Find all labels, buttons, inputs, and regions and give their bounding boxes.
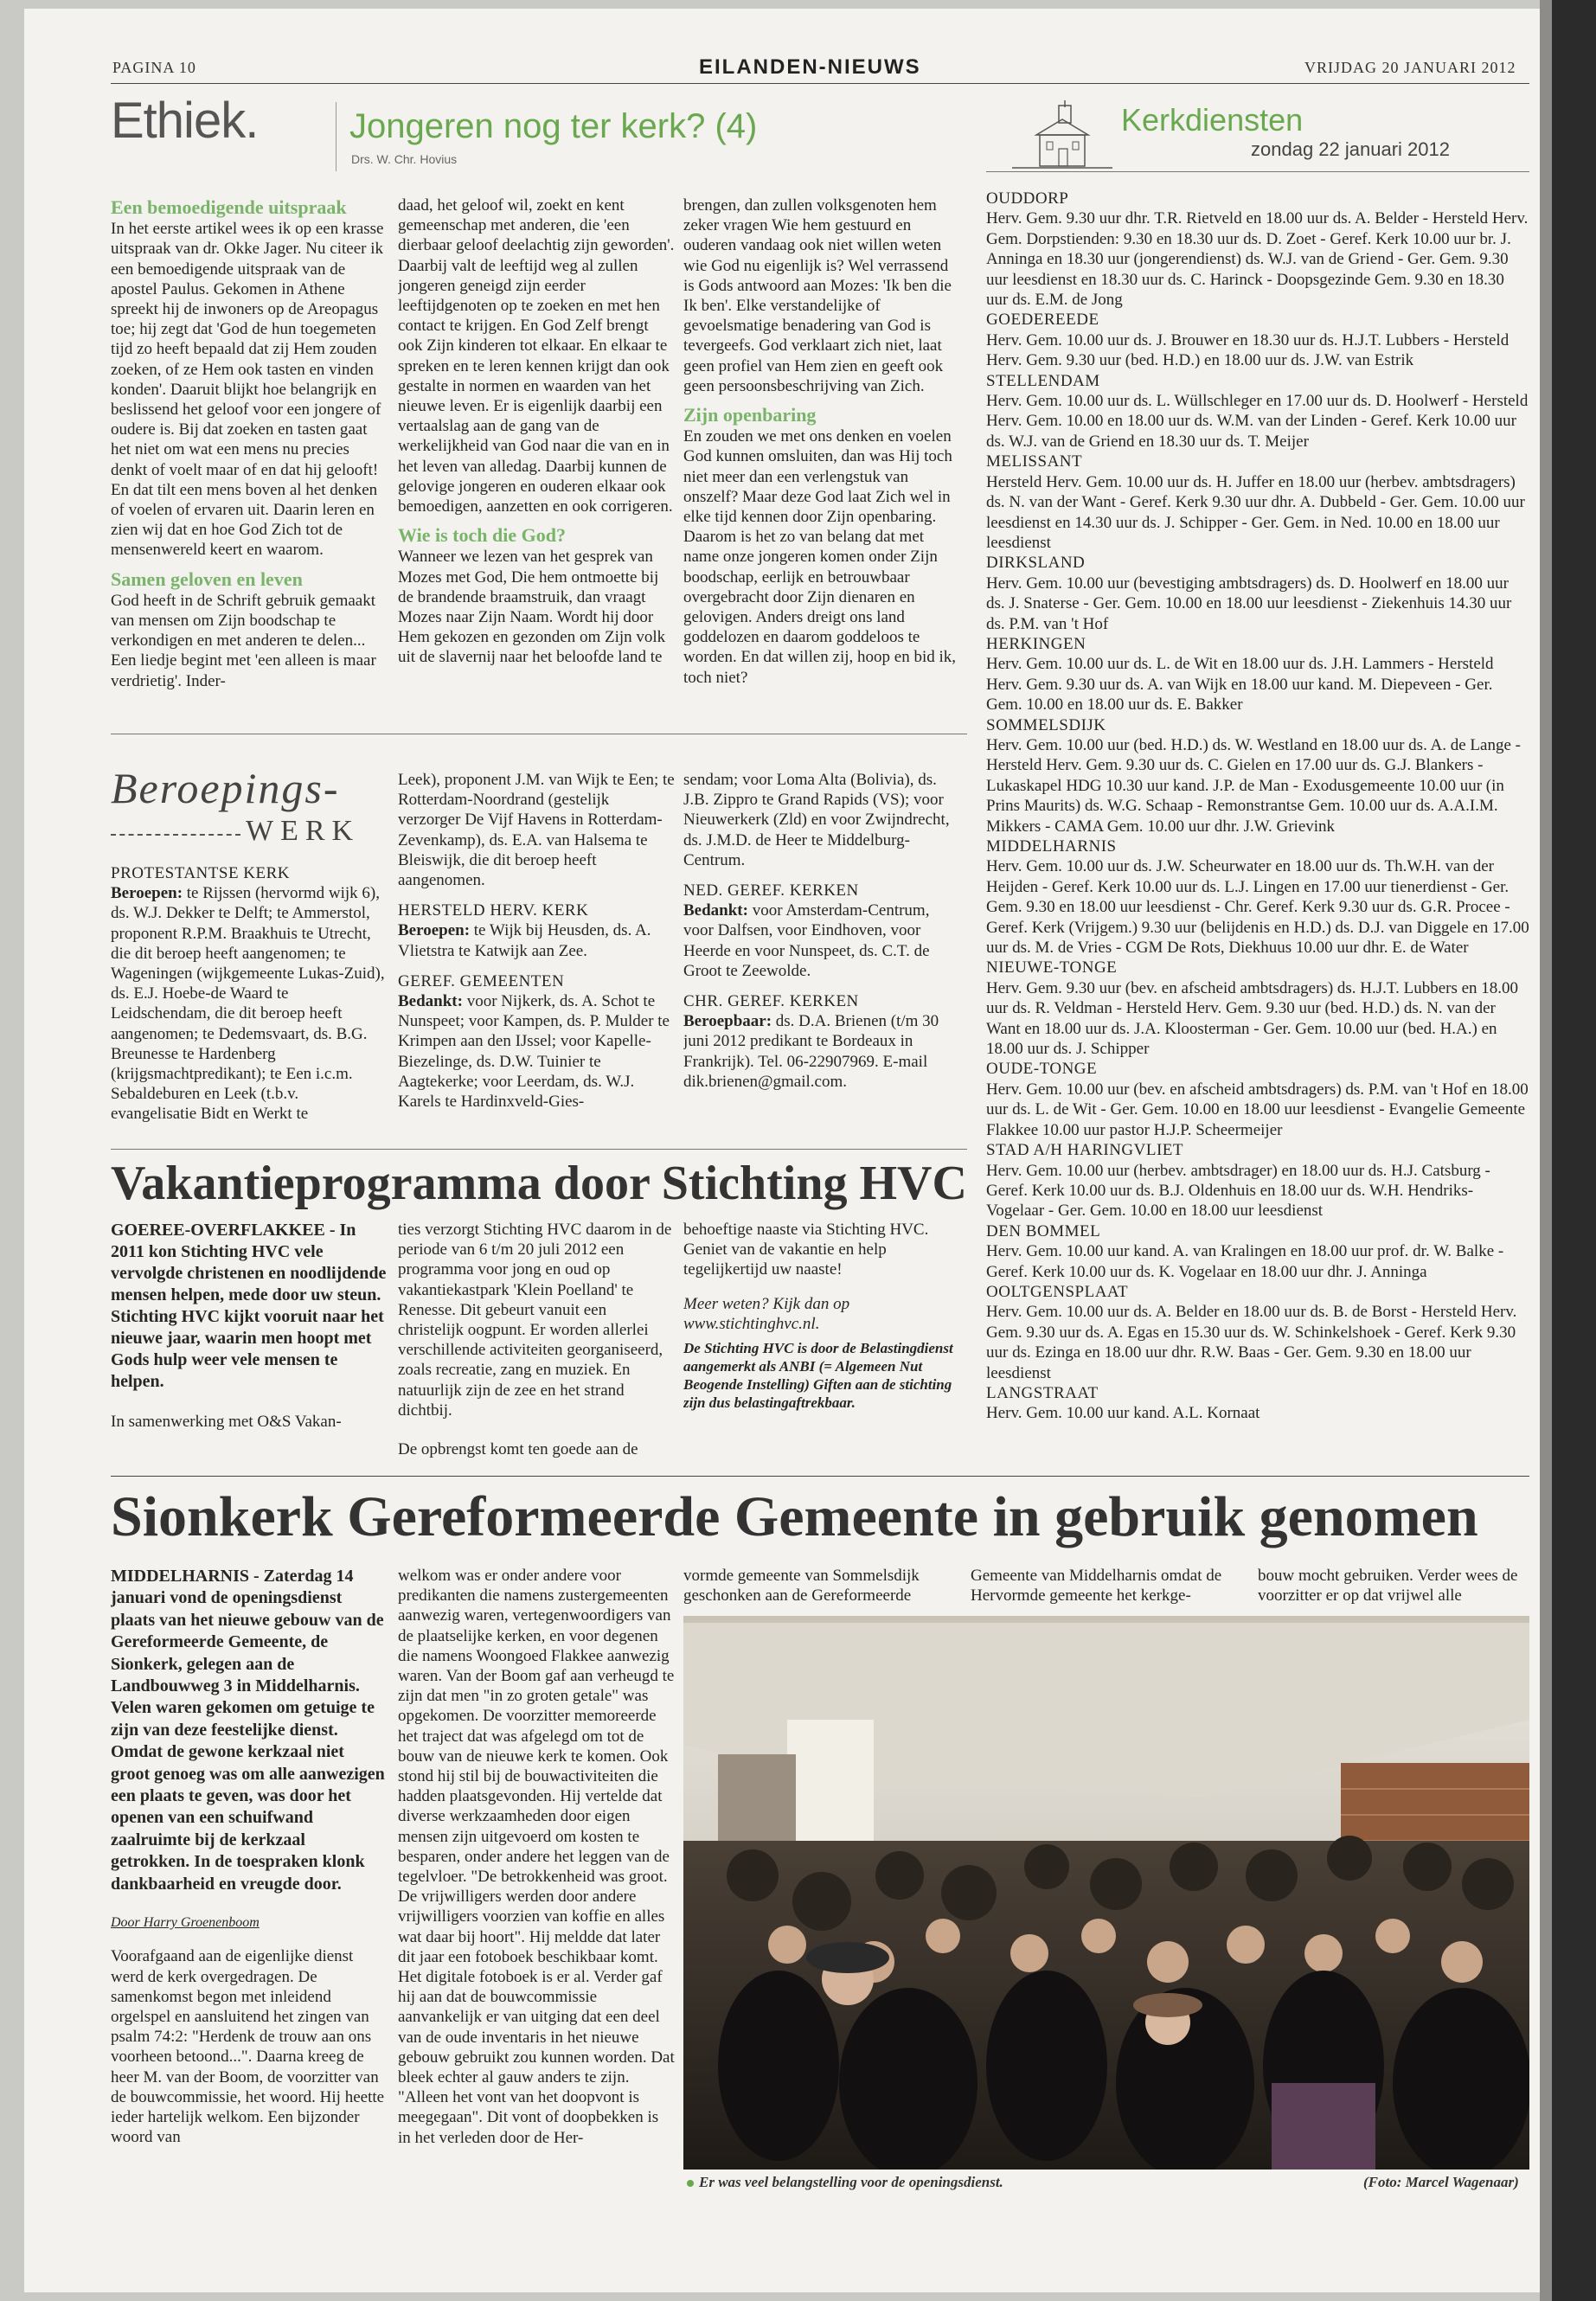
sionkerk-headline: Sionkerk Gereformeerde Gemeente in gebruik genomen (111, 1485, 1478, 1548)
kerk-services: Herv. Gem. 10.00 uur (bev. en afscheid ambtsdragers) ds. P.M. van 't Hof en 18.00 uur ds. L. de Wit - Ger. Gem. 10.00 en 18.00 uur leesdienst - Evangelie Gemeente Flakkee 10.00 uur pastor H.J.P. Scheermeijer (986, 1080, 1529, 1139)
hvc-c2-body: ties verzorgt Stichting HVC daarom in de periode van 6 t/m 20 juli 2012 een programma voor jong en oud op vakantiekastpark 'Klein Poelland' te Renesse. Dit gebeurt vanuit een christelijk oogpunt. Er worden allerlei verschillende activiteiten georganiseerd, zoals recreatie, zang en muziek. En natuurlijk zijn de zee en het strand dichtbij. (398, 1221, 672, 1420)
ethiek-column-2 (398, 195, 675, 716)
kerk-place: OUDDORP (986, 189, 1069, 208)
ethiek-c1-p2: God heeft in de Schrift gebruik gemaakt van mensen om Zijn boodschap te verkondigen en met anderen te delen... Een liedje begint met 'een alleen is maar verdrietig'. Inder- (111, 591, 376, 690)
kerk-place: MELISSANT (986, 452, 1083, 471)
ethiek-c2-h1: Wie is toch die God? (398, 524, 566, 547)
bw-c3-p1: sendam; voor Loma Alta (Bolivia), ds. J.B. Zippro te Grand Rapids (VS); voor Nieuwerkerk (Zld) en voor Zwijndrecht, ds. J.M.D. de Heer te Middelburg-Centrum. (683, 771, 950, 869)
kerk-place: OOLTGENSPLAAT (986, 1282, 1129, 1301)
bw-c1-cap1: PROTESTANTSE KERK (111, 864, 291, 882)
church-icon (1010, 100, 1114, 170)
kerk-services: Herv. Gem. 10.00 uur (bevestiging ambtsdragers) ds. D. Hoolwerf en 18.00 uur ds. J. Snaterse - Ger. Gem. 10.00 en 18.00 uur leesdienst - Ziekenhuis 14.30 uur ds. P.M. van 't Hof (986, 574, 1512, 633)
hvc-column-1 (111, 1220, 388, 1462)
page-gutter (1540, 0, 1596, 2301)
ethiek-c3-p2: En zouden we met ons denken en voelen God kunnen omsluiten, dan was Hij toch niet meer dan een verlengstuk van onszelf? Maar deze God laat Zich wel in elke tijd kennen door Zijn openbaring. Daarom is het zo van belang dat met name onze jongeren komen onder Zijn boodschap, eerlijk en betrouwbaar overgebracht door Zijn dienaren en gelovigen. Anders dreigt ons land goddelozen en daarom goddeloos te worden. En dat willen zij, hoop en bid ik, toch niet? (683, 427, 957, 687)
bw-c2-cap1: HERSTELD HERV. KERK (398, 901, 589, 920)
sionkerk-c5-top: bouw mocht gebruiken. Verder wees de voorzitter er op dat vrijwel alle (1258, 1567, 1518, 1606)
kerk-services: Herv. Gem. 10.00 uur ds. J. Brouwer en 18.30 uur ds. H.J.T. Lubbers - Hersteld Herv. Gem. 9.30 uur (bed. H.D.) en 18.00 uur ds. J.W. van Estrik (986, 330, 1509, 370)
kerkdiensten-list (986, 189, 1529, 1452)
newspaper-page (24, 9, 1540, 2292)
kerk-services: Herv. Gem. 10.00 uur ds. A. Belder en 18.00 uur ds. B. de Borst - Hersteld Herv. Gem. 9.30 uur ds. A. Egas en 15.30 uur ds. W. Schinkelshoek - Geref. Kerk 9.30 uur ds. Ezinga en 18.00 uur dhr. R.W. Baas - Ger. Gem. 9.30 en 18.00 uur leesdienst (986, 1303, 1517, 1382)
sionkerk-byline: Door Harry Groenenboom (111, 1915, 260, 1931)
kerk-services: Herv. Gem. 10.00 uur (bed. H.D.) ds. W. Westland en 18.00 uur ds. A. de Lange - Hersteld Herv. Gem. 9.30 uur ds. C. Gielen en 17.00 uur ds. G.J. Blankers - Lukaskapel HDG 10.30 uur kand. J.P. de Man - Exodusgemeente 10.00 uur (in Prins Maurits) ds. W.G. Schaap - Remonstrantse Gem. 10.00 uur ds. A.A.I.M. Mikkers - CAMA Gem. 10.00 uur dhr. J.W. Grievink (986, 735, 1521, 836)
bw-c2-text3: voor Nijkerk, ds. A. Schot te Nunspeet; voor Kampen, ds. P. Mulder te Krimpen aan den IJssel; voor Kapelle-Biezelinge, ds. D.W. Tuinier te Aagtekerke; voor Leerdam, ds. W.J. Karels te Hardinxveld-Gies- (398, 992, 670, 1112)
sionkerk-column-2 (398, 1566, 675, 2197)
ethiek-section-title: Ethiek. (111, 93, 259, 149)
beroepingswerk-subtitle: WERK (246, 815, 361, 847)
sionkerk-column-5-top (1258, 1566, 1529, 1609)
photo-caption: Er was veel belangstelling voor de openingsdienst. (699, 2174, 1003, 2190)
hvc-c3-body: behoeftige naaste via Stichting HVC. Geniet van de vakantie en help tegelijkertijd uw naaste! (683, 1221, 929, 1279)
beroepingswerk-column-1 (111, 863, 388, 1140)
kerk-services: Hersteld Herv. Gem. 10.00 uur ds. H. Juffer en 18.00 uur (herbev. ambtsdragers) ds. N. van der Want - Geref. Kerk 9.30 uur dhr. A. Dubbeld - Ger. Gem. 10.00 uur leesdienst en 14.30 uur ds. J. Schipper - Ger. Gem. in Ned. 10.00 en 18.00 uur leesdienst (986, 472, 1525, 552)
bw-c1-text1: te Rijssen (hervormd wijk 6), ds. W.J. Dekker te Delft; te Ammerstol, proponent R.P.M. Braakhuis te Utrecht, die dit beroep heeft aangenomen; te Wageningen (wijkgemeente Lukas-Zuid), ds. E.J. Hoebe-de Waard te Leidschendam, die dit beroep heeft aangenomen; te Dedemsvaart, ds. B.G. Breunesse te Hardenberg (krijgsmachtpredikant); te Een i.c.m. Sebaldeburen en Leek (t.b.v. evangelisatie Bidt en Werkt te (111, 884, 385, 1124)
kerk-services: Herv. Gem. 10.00 uur kand. A.L. Kornaat (986, 1404, 1260, 1423)
ethiek-c2-p2: Wanneer we lezen van het gesprek van Mozes met God, Die hem ontmoette bij de brandende braamstruik, dan vraagt Mozes naar Zijn Naam. Wordt hij door Hem gekozen en gezonden om Zijn volk uit de slavernij naar het beloofde land te (398, 548, 666, 667)
kerk-place: SOMMELSDIJK (986, 715, 1106, 734)
kerk-place: NIEUWE-TONGE (986, 958, 1118, 977)
kerk-place: HERKINGEN (986, 634, 1086, 653)
kerk-services: Herv. Gem. 10.00 uur (herbev. ambtsdrager) en 18.00 uur ds. H.J. Catsburg - Geref. Kerk 10.00 uur ds. B.J. Oldenhuis en 18.00 uur ds. W.H. Hendriks-Vogelaar - Ger. Gem. 10.00 en 18.00 uur leesdienst (986, 1161, 1490, 1221)
bw-c3-cap1: NED. GEREF. KERKEN (683, 881, 859, 901)
photo-credit: (Foto: Marcel Wagenaar) (1363, 2174, 1519, 2190)
ethiek-c3-h1: Zijn openbaring (683, 404, 817, 426)
opening-service-photo (683, 1616, 1529, 2170)
ethiek-headline: Jongeren nog ter kerk? (4) (349, 107, 758, 145)
kerk-place: DEN BOMMEL (986, 1221, 1101, 1240)
bw-c3-lead3: Beroepbaar: (683, 1012, 772, 1031)
hvc-headline: Vakantieprogramma door Stichting HVC (111, 1157, 967, 1210)
hvc-c2-tail: De opbrengst komt ten goede aan de (398, 1440, 638, 1459)
hvc-c1-tail: In samenwerking met O&S Vakan- (111, 1413, 342, 1431)
sionkerk-column-4-top (971, 1566, 1247, 1609)
kerk-place: STELLENDAM (986, 371, 1100, 390)
kerk-place: STAD A/H HARINGVLIET (986, 1141, 1184, 1160)
kerk-services: Herv. Gem. 10.00 uur ds. L. de Wit en 18.00 uur ds. J.H. Lammers - Hersteld Herv. Gem. 9.30 uur ds. A. van Wijk en 18.00 uur kand. M. Diepeveen - Ger. Gem. 10.00 en 18.00 uur ds. E. Bakker (986, 655, 1494, 715)
page-number: PAGINA 10 (112, 59, 196, 76)
ethiek-c1-h1: Een bemoedigende uitspraak (111, 196, 347, 218)
bw-c1-lead1: Beroepen: (111, 884, 183, 903)
hvc-more: Meer weten? Kijk dan op www.stichtinghvc.nl. (683, 1294, 850, 1333)
kerkdiensten-date: zondag 22 januari 2012 (1251, 138, 1450, 160)
kerk-place: MIDDELHARNIS (986, 837, 1117, 856)
bw-c2-cap2: GEREF. GEMEENTEN (398, 971, 565, 990)
ethiek-column-3 (683, 195, 960, 716)
ethiek-author: Drs. W. Chr. Hovius (351, 152, 458, 166)
kerkdiensten-title: Kerkdiensten (1121, 102, 1304, 138)
hvc-intro: GOEREE-OVERFLAKKEE - In 2011 kon Stichting HVC vele vervolgde christenen en noodlijdende mensen helpen, mede door uw steun. Stichting HVC kijkt vooruit naar het nieuwe jaar, waarin men hoopt met Gods hulp weer vele mensen te helpen. (111, 1221, 387, 1391)
bw-c3-text3: ds. D.A. Brienen (t/m 30 juni 2012 predikant te Bordeaux in Frankrijk). Tel. 06-22907969. E-mail dik.brienen@gmail.com. (683, 1012, 939, 1091)
kerk-services: Herv. Gem. 9.30 uur dhr. T.R. Rietveld en 18.00 uur ds. A. Belder - Hersteld Herv. Gem. Dorpstienden: 9.30 en 18.30 uur ds. D. Zoet - Geref. Kerk 10.00 uur br. J. Anninga en 18.30 uur (jongerendienst) ds. W.J. van de Griend - Ger. Gem. 9.30 uur leesdienst en 18.30 uur ds. C. Harinck - Doopsgezinde Gem. 9.30 en 18.30 uur ds. E.M. de Jong (986, 209, 1529, 310)
bw-c2-lead3: Bedankt: (398, 992, 463, 1011)
bw-c2-p1: Leek), proponent J.M. van Wijk te Een; te Rotterdam-Noordrand (gestelijk verzorger De Vijf Havens in Rotterdam-Zevenkamp), ds. E.A. van Halsema te Bleiswijk, die dit beroep heeft aangenomen. (398, 771, 675, 890)
kerk-place: LANGSTRAAT (986, 1383, 1099, 1402)
kerk-place: GOEDEREEDE (986, 311, 1099, 330)
kerk-services: Herv. Gem. 10.00 uur ds. L. Wüllschleger en 17.00 uur ds. D. Hoolwerf - Hersteld Herv. Gem. 10.00 en 18.00 uur ds. W.M. van der Linden - Geref. Kerk 10.00 uur ds. W.J. van de Griend en 18.30 uur ds. T. Meijer (986, 392, 1529, 451)
sionkerk-column-3-top (683, 1566, 960, 1609)
hvc-column-3 (683, 1220, 960, 1462)
beroepingswerk-title: Beroepings- (111, 764, 340, 812)
sionkerk-c2-body: welkom was er onder andere voor predikanten die namens zustergemeenten aanwezig waren, vertegenwoordigers van de plaatselijke kerken, en voor degenen die namens Woongoed Flakkee aanwezig waren. Van der Boom gaf aan verheugd te zijn dat men "in zo groten getale" was opgekomen. De voorzitter memoreerde het traject dat was afgelegd om tot de bouw van de nieuwe kerk te komen. Ook stond hij stil bij de bouwactiviteiten die hadden plaatsgevonden. Hij vertelde dat diverse werkzaamheden door eigen mensen zijn uitgevoerd om kosten te besparen, onder andere het leggen van de tegelvloer. "De betrokkenheid was groot. De vrijwilligers werden door andere vrijwilligers voorzien van koffie en alles wat daar bij hoort". Hij meldde dat later dit jaar een fotoboek beschikbaar komt. Het digitale fotoboek is er al. Verder gaf hij aan dat de bouwcommissie aanvankelijk er van uitging dat een deel van de oude inventaris in het nieuwe gebouw gebruikt zou kunnen worden. Dat bleek echter al gauw anders te zijn. "Alleen het vont van het doopvont is meegegaan". Dit vont of doopbekken is in het verleden door de Her- (398, 1567, 675, 2147)
bw-c3-text2: voor Amsterdam-Centrum, voor Dalfsen, voor Eindhoven, voor Heerde en voor Nunspeet, ds. C.T. de Groot te Zeewolde. (683, 901, 930, 980)
beroepingswerk-column-3 (683, 770, 960, 1142)
hvc-anbi: De Stichting HVC is door de Belastingdienst aangemerkt als ANBI (= Algemeen Nut Beogende Instelling) Giften aan de stichting zijn dus belastingaftrekbaar. (683, 1340, 953, 1412)
beroepingswerk-column-2 (398, 770, 675, 1142)
kerk-services: Herv. Gem. 9.30 uur (bev. en afscheid ambtsdragers) ds. H.J.T. Lubbers en 18.00 uur ds. R. Veldman - Hersteld Herv. Gem. 9.30 uur (bed. H.D.) ds. N. van der Want en 18.00 uur ds. J.A. Kloosterman - Ger. Gem. 10.00 uur (bed. H.A.) en 18.00 uur ds. J. Schipper (986, 978, 1519, 1059)
sionkerk-c1-body: Voorafgaand aan de eigenlijke dienst werd de kerk overgedragen. De samenkomst begon met inleidend orgelspel en aansluitend het zingen van psalm 74:2: "Herdenk de trouw aan ons voorheen betoond...". Daarna kreeg de heer M. van der Boom, de voorzitter van de bouwcommissie, het woord. Hij heette ieder hartelijk welkom. Een bijzonder woord van (111, 1947, 385, 2147)
bw-c2-text2: te Wijk bij Heusden, ds. A. Vlietstra te Katwijk aan Zee. (398, 921, 651, 960)
sionkerk-c4-top: Gemeente van Middelharnis omdat de Hervormde gemeente het kerkge- (971, 1567, 1222, 1606)
bw-c2-lead2: Beroepen: (398, 921, 471, 940)
kerk-place: DIRKSLAND (986, 554, 1086, 573)
ethiek-column-1 (111, 189, 388, 716)
header-date: VRIJDAG 20 JANUARI 2012 (1304, 59, 1516, 76)
ethiek-c1-h2: Samen geloven en leven (111, 567, 303, 590)
kerk-services: Herv. Gem. 10.00 uur ds. J.W. Scheurwater en 18.00 uur ds. Th.W.H. van der Heijden - Geref. Kerk 10.00 uur ds. L.J. Lingen en 17.00 uur tienerdienst - Ger. Gem. 9.30 en 18.00 uur leesdienst - Chr. Geref. Kerk 9.30 uur ds. G.R. Procee - Geref. Kerk (Vrijgem.) 9.30 uur (belijdenis en H.D.) ds. D.J. van Diggele en 17.00 uur ds. M. de Vries - CGM De Rots, Diekhuus 10.00 uur dhr. E. de Water (986, 857, 1529, 958)
sionkerk-intro: MIDDELHARNIS - Zaterdag 14 januari vond de openingsdienst plaats van het nieuwe gebouw van de Gereformeerde Gemeente, de Sionkerk, gelegen aan de Landbouwweg 3 in Middelharnis. Velen waren gekomen om getuige te zijn van deze feestelijke dienst. Omdat de gewone kerkzaal niet groot genoeg was om alle aanwezigen een plaats te geven, was door het openen van een schuifwand zaalruimte bij de kerkzaal getrokken. In de toespraken klonk dankbaarheid en vreugde door. (111, 1567, 385, 1894)
sionkerk-column-1 (111, 1566, 388, 2197)
masthead: EILANDEN-NIEUWS (699, 55, 921, 79)
bw-c3-lead2: Bedankt: (683, 901, 748, 920)
hvc-column-2 (398, 1220, 675, 1462)
kerk-services: Herv. Gem. 10.00 uur kand. A. van Kralingen en 18.00 uur prof. dr. W. Balke - Geref. Kerk 10.00 uur ds. K. Vogelaar en 18.00 uur dhr. J. Anninga (986, 1242, 1504, 1281)
ethiek-c1-p1: In het eerste artikel wees ik op een krasse uitspraak van dr. Okke Jager. Nu citeer ik een bemoedigende uitspraak van de apostel Paulus. Gekomen in Athene spreekt hij de inwoners op de Areopagus toe; hij zegt dat 'God de hun toegemeten tijd zo heeft bepaald dat zij Hem zouden zoeken, of ze Hem ook tasten en vinden konden'. Daaruit blijkt hoe belangrijk en beslissend het geloof voor een jongere of oudere is. Bij dat zoeken en tasten gaat het niet om wat een mens nu precies denkt of voelt maar of en dat hij gelooft! En dat tilt een mens boven al het denken of voelen of ervaren uit. Daarin leren en zien wij dat en hoe God Zich tot de mensenwereld keert en waarom. (111, 220, 384, 560)
ethiek-c3-p1: brengen, dan zullen volksgenoten hem zeker vragen Wie hem gestuurd en ouderen vandaag ook niet willen weten wie God nu eigenlijk is? Wel verrassend is Gods antwoord aan Mozes: 'Ik ben die Ik ben'. Elke verstandelijke of gevoelsmatige benadering van God is tevergeefs. God verklaart zich niet, laat geen profiel van Hem zien en geeft ook geen persoonsbeschrijving van Zich. (683, 196, 952, 395)
photo-caption-bullet (687, 2180, 694, 2187)
ethiek-c2-p1: daad, het geloof wil, zoekt en kent gemeenschap met anderen, die 'een dierbaar geloof deelachtig zijn geworden'. Daarbij valt de leeftijd weg al zullen jongeren geneigd zijn eerder leeftijdgenoten op te zoeken en met hen contact te krijgen. En God Zelf brengt ook Zijn kinderen tot elkaar. En elkaar te spreken en te leren kennen krijgt dan ook gestalte in normen en waarden van het nieuwe leven. Er is eigenlijk daarbij een vertaalslag aan de gang van de werkelijkheid van God naar die van en in het leven van alledag. Daarbij kunnen de gelovige jongeren en ouderen elkaar ook bemoedigen, aanzetten en ook corrigeren. (398, 196, 675, 516)
bw-c3-cap2: CHR. GEREF. KERKEN (683, 992, 859, 1011)
sionkerk-c3-top: vormde gemeente van Sommelsdijk geschonken aan de Gereformeerde (683, 1567, 920, 1606)
kerk-place: OUDE-TONGE (986, 1060, 1098, 1079)
